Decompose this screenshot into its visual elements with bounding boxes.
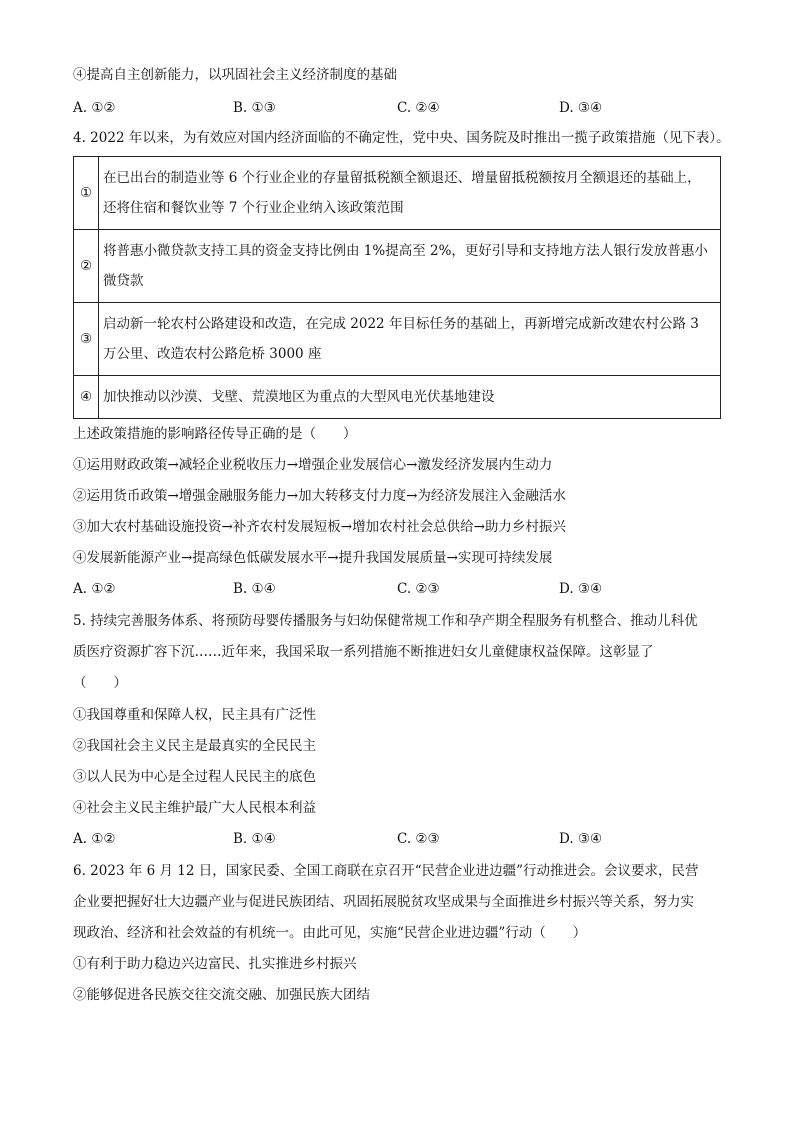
q4-item-3: ③加大农村基础设施投资→补齐农村发展短板→增加农村社会总供给→助力乡村振兴	[73, 519, 566, 535]
q6-stem-line-2: 企业要把握好壮大边疆产业与促进民族团结、巩固拓展脱贫攻坚成果与全面推进乡村振兴等关系，努力实	[73, 894, 694, 910]
q3-option-c: C. ②④	[397, 100, 440, 116]
q5-stem-line-3: （ ）	[73, 675, 127, 691]
q3-item-4: ④提高自主创新能力，以巩固社会主义经济制度的基础	[73, 67, 397, 83]
policy-table	[73, 156, 721, 419]
q4-option-a: A. ①②	[73, 581, 116, 597]
q5-stem-line-1: 5. 持续完善服务体系、将预防母婴传播服务与妇幼保健常规工作和孕产期全程服务有机整合、推动儿科优	[73, 613, 698, 629]
q4-item-2: ②运用货币政策→增强金融服务能力→加大转移支付力度→为经济发展注入金融活水	[73, 488, 566, 504]
q3-option-d: D. ③④	[559, 100, 603, 116]
policy-row-number: ③	[74, 303, 99, 376]
q5-option-a: A. ①②	[73, 831, 116, 847]
q5-item-1: ①我国尊重和保障人权，民主具有广泛性	[73, 707, 316, 723]
q5-options	[73, 829, 713, 849]
q4-item-1: ①运用财政政策→减轻企业税收压力→增强企业发展信心→激发经济发展内生动力	[73, 457, 553, 473]
q4-option-d: D. ③④	[559, 581, 603, 597]
policy-row-text: 加快推动以沙漠、戈壁、荒漠地区为重点的大型风电光伏基地建设	[99, 376, 721, 419]
q5-item-4: ④社会主义民主维护最广大人民根本利益	[73, 800, 316, 816]
q5-option-b: B. ①④	[233, 831, 276, 847]
q6-stem-line-3: 现政治、经济和社会效益的有机统一。由此可见，实施“民营企业进边疆”行动（ ）	[73, 925, 587, 941]
q4-options	[73, 579, 713, 599]
policy-row	[74, 376, 721, 419]
policy-row-number: ④	[74, 376, 99, 419]
policy-row	[74, 303, 721, 376]
q5-item-3: ③以人民为中心是全过程人民民主的底色	[73, 769, 316, 785]
q5-item-2: ②我国社会主义民主是最真实的全民民主	[73, 738, 316, 754]
q3-option-b: B. ①③	[233, 100, 276, 116]
q5-stem-line-2: 质医疗资源扩容下沉……近年来，我国采取一系列措施不断推进妇女儿童健康权益保障。这彰显了	[73, 644, 654, 660]
q3-option-a: A. ①②	[73, 100, 116, 116]
policy-row	[74, 157, 721, 230]
q4-item-4: ④发展新能源产业→提高绿色低碳发展水平→提升我国发展质量→实现可持续发展	[73, 550, 553, 566]
policy-row-text: 将普惠小微贷款支持工具的资金支持比例由 1%提高至 2%，更好引导和支持地方法人银行发放普惠小微贷款	[99, 230, 721, 303]
q5-option-c: C. ②③	[397, 831, 440, 847]
q4-option-b: B. ①④	[233, 581, 276, 597]
policy-row-number: ②	[74, 230, 99, 303]
policy-row	[74, 230, 721, 303]
q5-option-d: D. ③④	[559, 831, 603, 847]
policy-row-number: ①	[74, 157, 99, 230]
q6-item-1: ①有利于助力稳边兴边富民、扎实推进乡村振兴	[73, 956, 357, 972]
policy-row-text: 启动新一轮农村公路建设和改造，在完成 2022 年目标任务的基础上，再新增完成新改建农村公路 3 万公里、改造农村公路危桥 3000 座	[99, 303, 721, 376]
q4-stem: 4. 2022 年以来，为有效应对国内经济面临的不确定性，党中央、国务院及时推出一揽子政策措施（见下表）。	[73, 130, 730, 146]
q6-item-2: ②能够促进各民族交往交流交融、加强民族大团结	[73, 987, 370, 1003]
q4-option-c: C. ②③	[397, 581, 440, 597]
q6-stem-line-1: 6. 2023 年 6 月 12 日，国家民委、全国工商联在京召开“民营企业进边疆”行动推进会。会议要求，民营	[73, 863, 699, 879]
policy-row-text: 在已出台的制造业等 6 个行业企业的存量留抵税额全额退还、增量留抵税额按月全额退还的基础上，还将住宿和餐饮业等 7 个行业企业纳入该政策范围	[99, 157, 721, 230]
q4-question: 上述政策措施的影响路径传导正确的是（ ）	[73, 426, 357, 442]
q3-options	[73, 98, 713, 118]
